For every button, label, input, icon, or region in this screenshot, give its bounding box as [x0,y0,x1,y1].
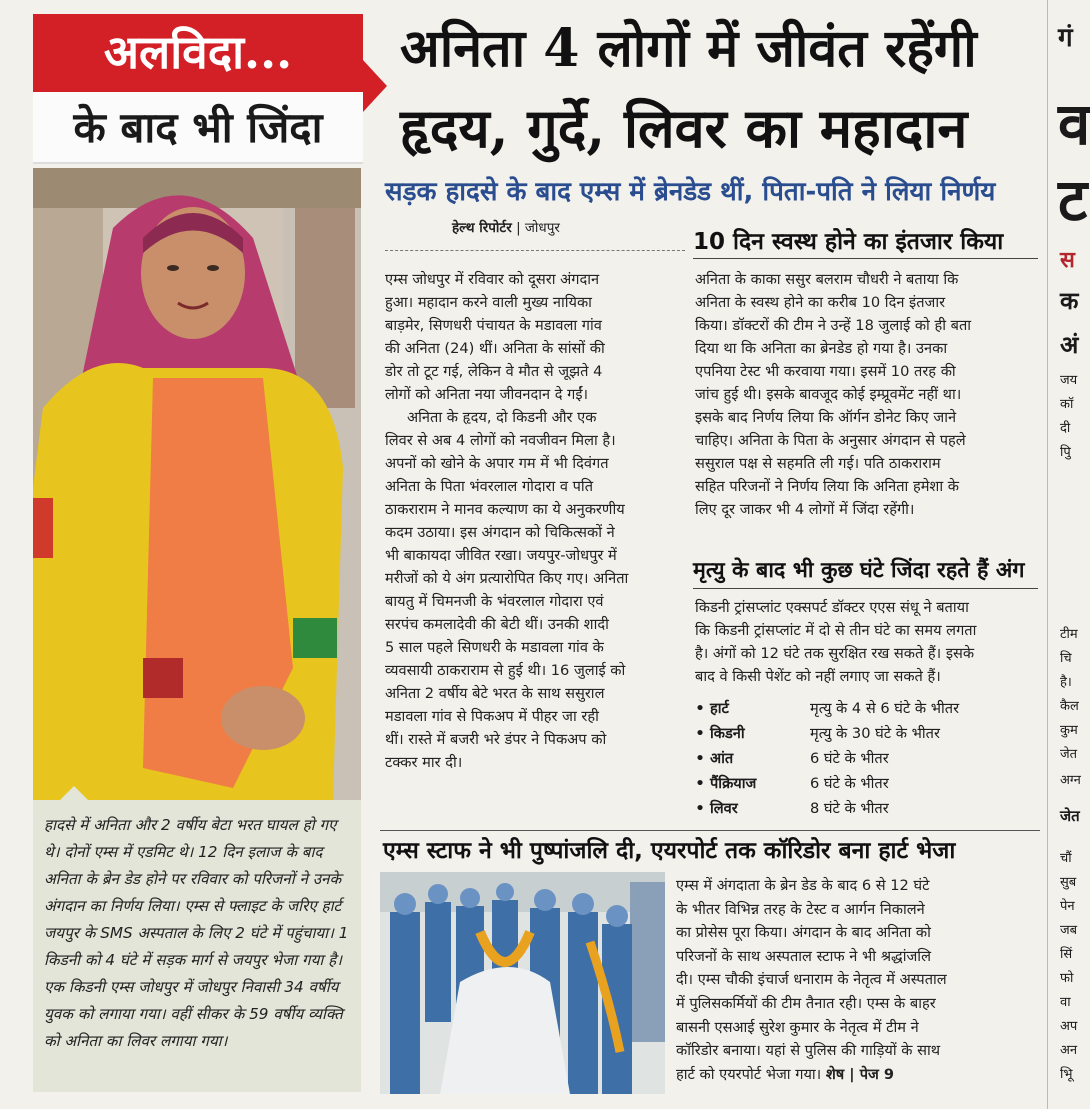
column-1-line: अनिता के पिता भंवरलाल गोदारा व पति [385,478,594,495]
organ-time: मृत्यु के 4 से 6 घंटे के भीतर [810,700,960,717]
column-1-line: अनिता के हृदय, दो किडनी और एक [407,409,597,426]
section-3-line: बाद वे किसी पेशेंट को नहीं लगाए जा सकते हैं। [695,668,941,685]
section-2-body [695,268,1040,521]
bottom-line: हार्ट को एयरपोर्ट भेजा गया। [676,1065,822,1083]
column-1-line: अनिता 2 वर्षीय बेटे भरत के साथ ससुराल [385,685,605,702]
bottom-article-body [676,874,1038,1086]
neighbor-fragment: टीम [1060,627,1078,642]
column-1-line: बायतु में चिमनजी के भंवरलाल गोदारा एवं [385,593,604,610]
neighbor-fragment: अन [1060,1043,1078,1058]
anita-portrait-photo [33,168,361,800]
organ-row-heart [690,696,1040,721]
column-1-line: भी बाकायदा जीवित रखा। जयपुर-जोधपुर में [385,547,617,564]
bullet-icon: • [695,750,705,767]
section-3-heading: मृत्यु के बाद भी कुछ घंटे जिंदा रहते हैं अंग [693,558,1025,583]
bullet-icon: • [695,725,705,742]
neighbor-fragment: गं [1058,23,1073,53]
neighbor-fragment: अग्न [1060,773,1081,788]
section-2-line: लिए दूर जाकर भी 4 लोगों में जिंदा रहेंगी। [695,501,915,518]
bottom-line: में पुलिसकर्मियों की टीम तैनात रही। एम्स के बाहर [676,994,936,1012]
neighbor-fragment: दी [1060,421,1071,436]
bullet-icon: • [695,700,705,717]
section-2-heading: 10 दिन स्वस्थ होने का इंतजार किया [693,229,1004,255]
organ-time: 6 घंटे के भीतर [810,750,889,767]
neighbor-fragment: पुि [1060,445,1071,460]
photo-caption: हादसे में अनिता और 2 वर्षीय बेटा भरत घायल हो गए थे। दोनों एम्स में एडमिट थे। 12 दिन इलाज के बाद अनिता के ब्रेन डेड होने पर रविवार को परिजनों ने उनके अंगदान का निर्णय लिया। एम्स से फ्लाइट के जरिए हार्ट जयपुर के SMS अस्पताल के लिए 2 घंटे में पहुंचाया। 1 किडनी को 4 घंटे में सड़क मार्ग से जयपुर भेजा गया है। एक किडनी एम्स जोधपुर में जोधपुर निवासी 34 वर्षीय युवक को लगाया गया। वहीं सीकर के 59 वर्षीय व्यक्ति को अनिता का लिवर लगाया गया। [44,816,349,1050]
bullet-icon: • [695,800,705,817]
section-3-body [695,596,1040,688]
section-3-rule [693,588,1038,589]
column-1-line: कदम उठाया। इस अंगदान को चिकित्सकों ने [385,524,615,541]
portrait-illustration [33,168,361,800]
column-1-line: थीं। रास्ते में बजरी भरे डंपर ने पिकअप को [385,731,607,748]
organ-row-intestine [690,746,1040,771]
column-1-line: बाड़मेर, सिणधरी पंचायत के मडावला गांव [385,317,602,334]
article-column-1 [385,268,680,774]
neighbor-fragment: क [1060,287,1079,315]
column-1-line: अपनों को खोने के अपार गम में भी दिवंगत [385,455,609,472]
byline-separator: | [516,220,525,236]
neighbor-fragment: व [1058,90,1090,158]
neighbor-fragment: जय [1060,373,1078,388]
neighbor-fragment: जेत [1060,807,1080,825]
neighbor-fragment: पेन [1060,899,1075,914]
headline-line-1: अनिता 4 लोगों में जीवंत रहेंगी [400,18,977,79]
section-3-line: कि किडनी ट्रांसप्लांट में दो से तीन घंटे का समय लगता [695,622,977,639]
section-2-line: ससुराल पक्ष से सहमति ली गई। पति ठाकराराम [695,455,941,472]
bottom-line: एम्स में अंगदाता के ब्रेन डेड के बाद 6 से 12 घंटे [676,877,930,894]
bottom-line: बासनी एसआई सुरेश कुमार के नेतृत्व में टीम ने [676,1018,919,1036]
organ-name: लिवर [710,800,738,817]
caption-notch [58,786,90,802]
column-1-line: टक्कर मार दी। [385,754,463,771]
section-2-line: इसके बाद निर्णय लिया कि ऑर्गन डोनेट किए जाने [695,409,957,426]
neighbor-fragment: ट [1058,166,1088,234]
bottom-line-last [676,1063,1038,1087]
section-2-line: किया। डॉक्टरों की टीम ने उन्हें 18 जुलाई को ही बता [695,317,972,334]
bottom-line: परिजनों के साथ अस्पताल स्टाफ ने भी श्रद्धांजलि [676,947,931,965]
byline-city: जोधपुर [524,220,560,236]
bottom-headline: एम्स स्टाफ ने भी पुष्पांजलि दी, एयरपोर्ट तक कॉरिडोर बना हार्ट भेजा [383,838,956,864]
column-1-line: 5 साल पहले सिणधरी के मडावला गांव के [385,639,604,656]
column-1-line: हुआ। महादान करने वाली मुख्य नायिका [385,294,592,311]
neighbor-fragment: सुब [1060,875,1077,890]
bottom-line: का प्रोसेस पूरा किया। अंगदान के बाद अनिता को [676,924,931,942]
section-3-line: किडनी ट्रांसप्लांट एक्सपर्ट डॉक्टर एएस संधू ने बताया [695,599,969,616]
byline-reporter: हेल्थ रिपोर्टर [452,220,512,236]
neighbor-fragment: फो [1060,971,1074,986]
section-2-line: चाहिए। अनिता के पिता के अनुसार अंगदान से पहले [695,432,966,449]
organ-time: 8 घंटे के भीतर [810,800,889,817]
organ-name: आंत [710,750,734,767]
column-1-line: ठाकराराम ने मानव कल्याण का ये अनुकरणीय [385,501,625,518]
section-2-line: एपनिया टेस्ट भी करवाया गया। इसमें 10 तरह की [695,363,956,380]
neighbor-fragment: चौं [1060,851,1072,866]
section-3-line: है। अंगों को 12 घंटे तक सुरक्षित रख सकते हैं। इसके [695,645,975,662]
byline-divider [385,250,685,251]
bottom-line: दी। एम्स चौकी इंचार्ज धनाराम के नेतृत्व में अस्पताल [676,971,947,989]
headline-line-2: हृदय, गुर्दे, लिवर का महादान [400,96,968,160]
neighbor-fragment: जेत [1060,747,1078,762]
column-separator [1047,0,1048,1109]
organ-name: पैंक्रियाज [710,775,757,792]
column-1-line: एम्स जोधपुर में रविवार को दूसरा अंगदान [385,271,600,288]
subheadline: सड़क हादसे के बाद एम्स में ब्रेनडेड थीं, पिता-पति ने लिया निर्णय [385,177,996,207]
neighbor-fragment: कॉ [1060,397,1074,412]
section-2-rule [693,258,1038,259]
column-1-line: मडावला गांव से पिकअप में पीहर जा रही [385,708,599,725]
kicker-arrow [363,60,387,112]
organ-time-list [690,696,1040,821]
organ-name: हार्ट [710,700,729,717]
column-1-line: व्यवसायी ठाकराराम से हुई थी। 16 जुलाई को [385,662,626,679]
neighbor-fragment: कैल [1060,699,1079,714]
kicker-subtitle: के बाद भी जिंदा [73,103,323,152]
neighbor-fragment: जब [1060,923,1078,938]
bottom-line: कॉरिडोर बनाया। यहां से पुलिस की गाड़ियों के साथ [676,1042,941,1060]
neighbor-fragment: वा [1060,995,1071,1010]
column-1-line: डोर तो टूट गई, लेकिन वे मौत से जूझते 4 [385,363,603,380]
neighbor-fragment: कुम [1060,723,1078,738]
bottom-line: के भीतर विभिन्न तरह के टेस्ट व आर्गन निकालने [676,900,925,918]
byline [452,218,560,236]
bullet-icon: • [695,775,705,792]
neighbor-fragment: चि [1060,651,1072,666]
organ-time: 6 घंटे के भीतर [810,775,889,792]
section-2-line: जांच हुई थी। इसके बावजूद कोई इम्प्रूवमेंट नहीं था। [695,386,962,403]
column-1-line: लिवर से अब 4 लोगों को नवजीवन मिला है। [385,432,616,449]
hospital-staff-tribute-photo [380,872,665,1094]
column-1-line: की अनिता (24) थीं। अनिता के सांसों की [385,340,605,357]
neighbor-fragment: अं [1060,331,1079,359]
neighbor-fragment: अप [1060,1019,1078,1034]
organ-row-pancreas [690,771,1040,796]
bottom-section-rule [380,830,1040,831]
organ-name: किडनी [710,725,745,742]
organ-time: मृत्यु के 30 घंटे के भीतर [810,725,940,742]
kicker-title: अलविदा... [103,25,293,79]
organ-row-kidney [690,721,1040,746]
neighbor-fragment: सिं [1060,947,1073,962]
section-2-line: अनिता के काका ससुर बलराम चौधरी ने बताया कि [695,271,959,288]
column-1-line: लोगों को अनिता नया जीवनदान दे गईं। [385,386,589,403]
staff-illustration [380,872,665,1094]
continued-on-page[interactable]: शेष | पेज 9 [825,1065,895,1083]
section-2-line: दिया था कि अनिता का ब्रेनडेड हो गया है। उनका [695,340,948,357]
column-1-line: मरीजों को ये अंग प्रत्यारोपित किए गए। अनिता [385,570,629,587]
section-2-line: सहित परिजनों ने निर्णय लिया कि अनिता हमेशा के [695,478,959,495]
organ-row-liver [690,796,1040,821]
neighbor-fragment: स [1060,248,1075,273]
neighbor-fragment: है। [1060,675,1072,690]
neighbor-fragment: भूि [1060,1067,1073,1082]
column-1-line: सरपंच कमलादेवी की बेटी थीं। उनकी शादी [385,616,609,633]
section-2-line: अनिता के स्वस्थ होने का करीब 10 दिन इंतजार [695,294,946,311]
